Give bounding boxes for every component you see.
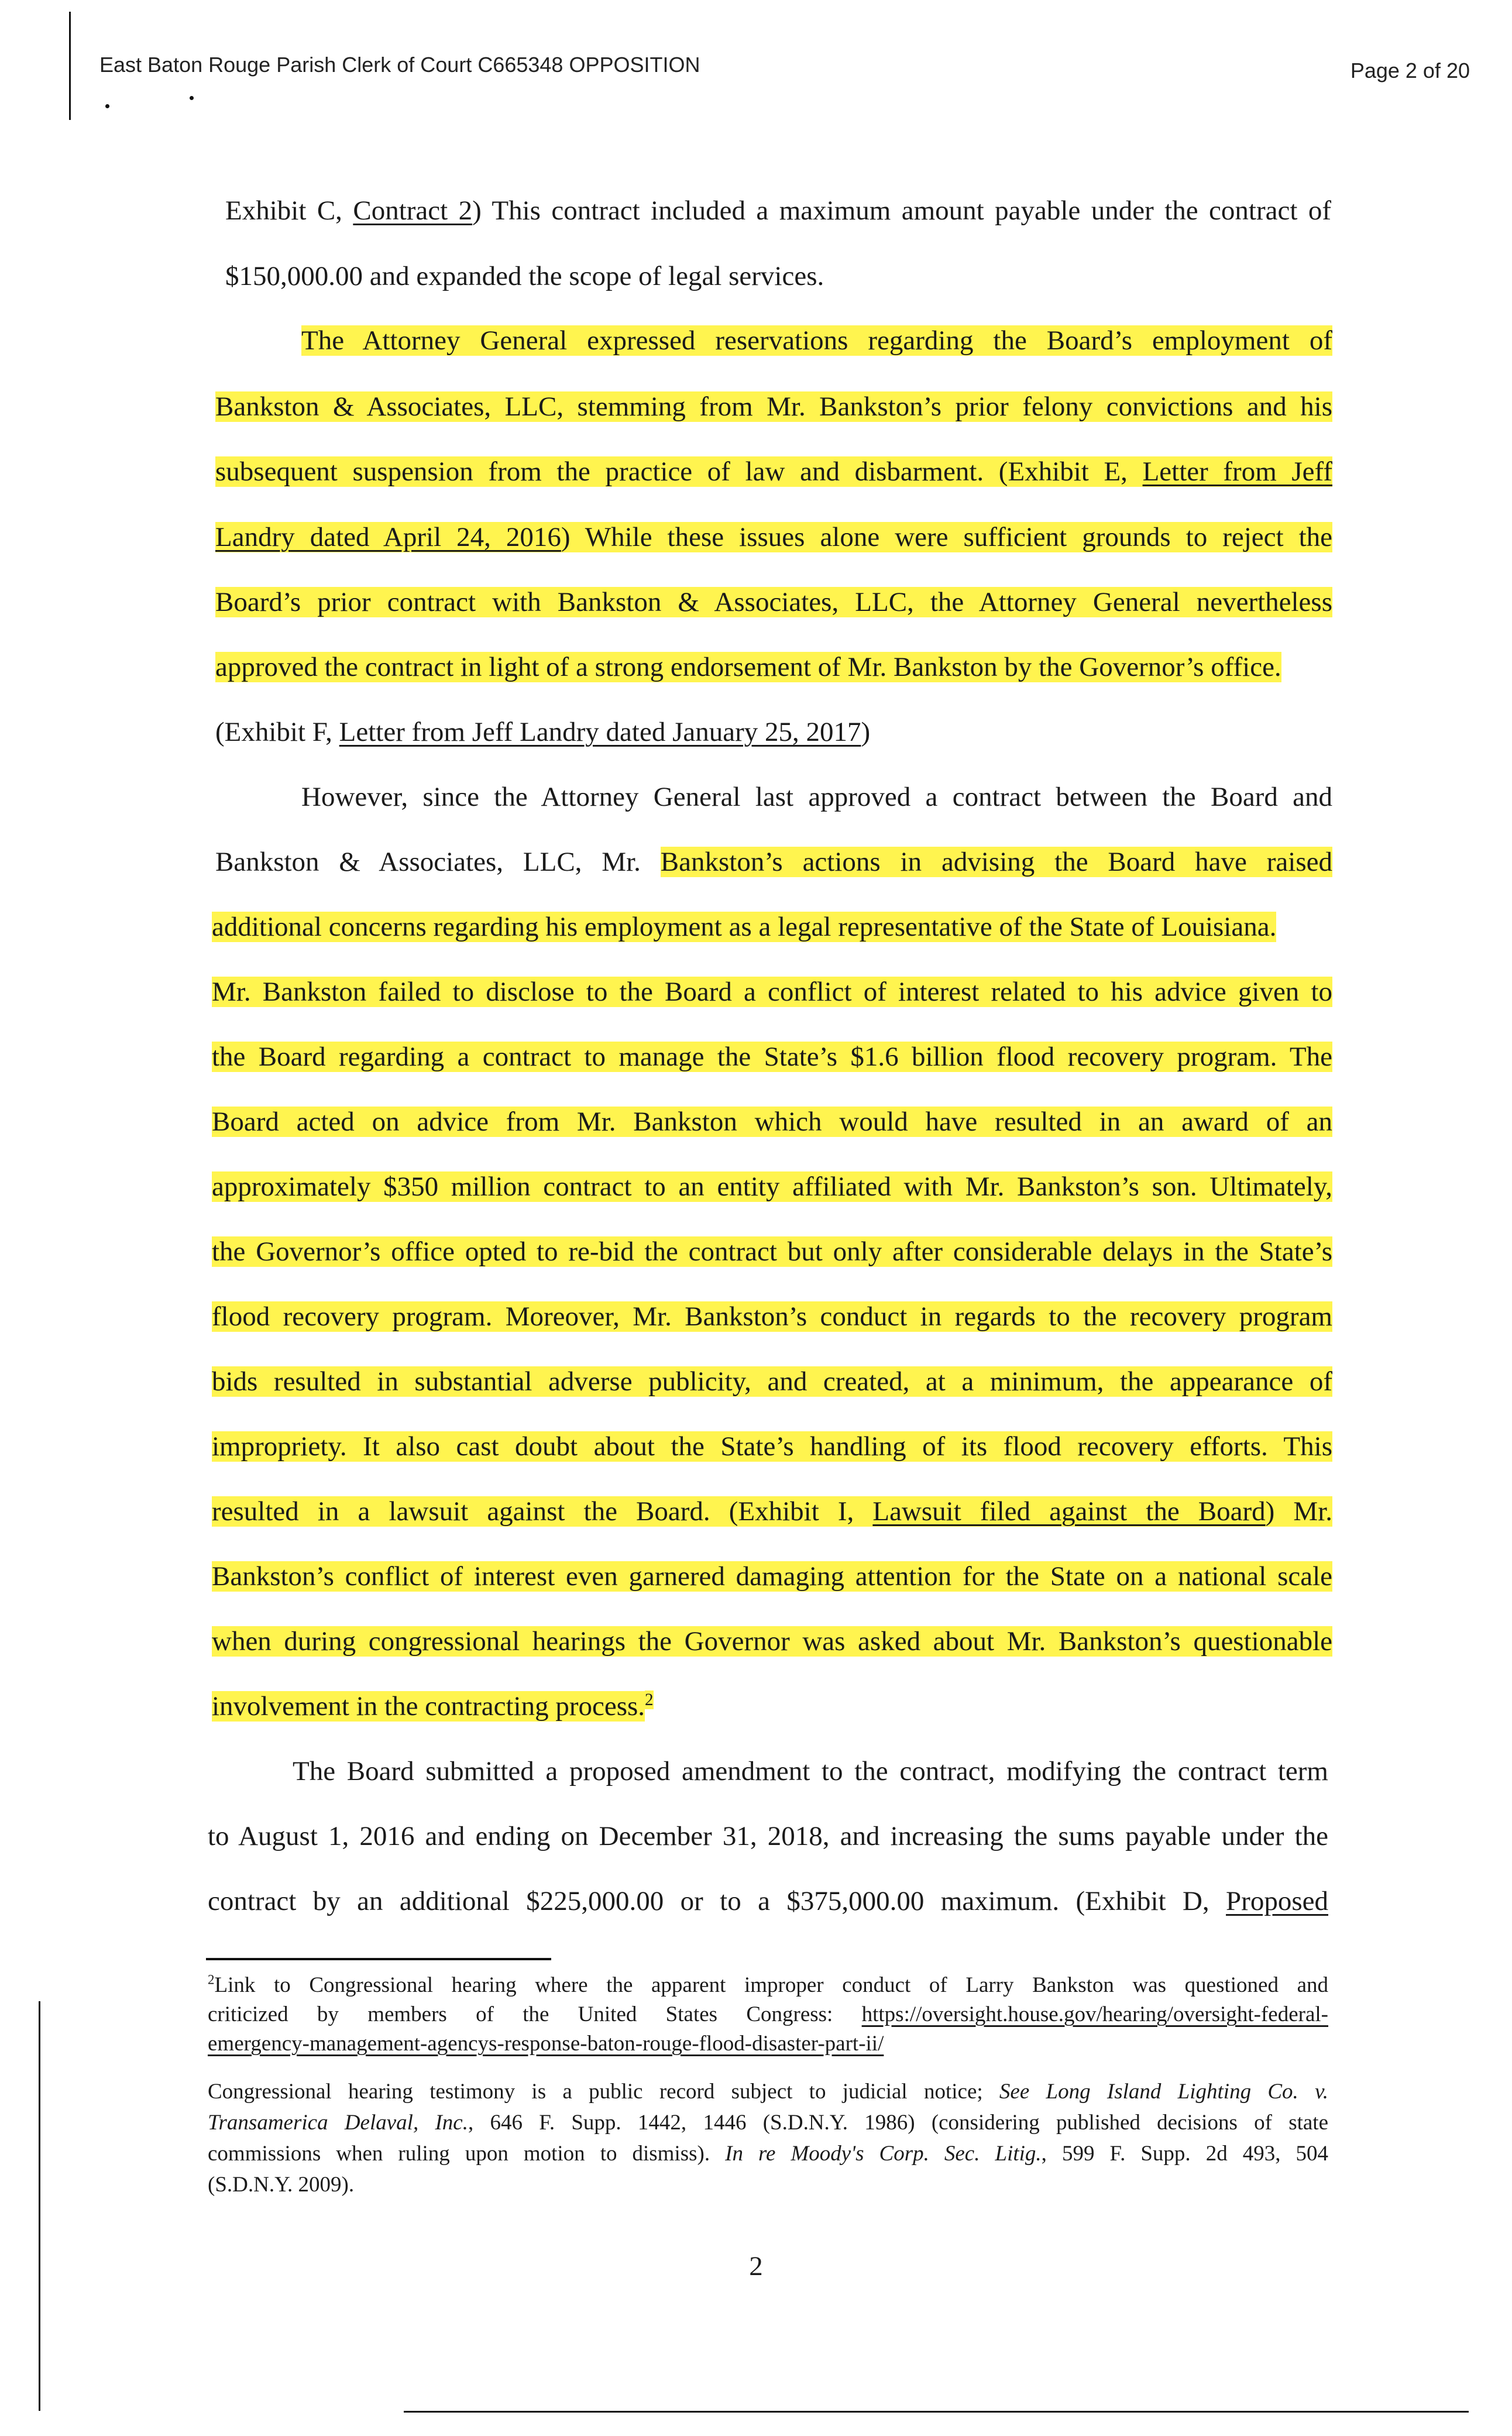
body-line: Exhibit C, Contract 2) This contract included a maximum amount payable under the contract of — [225, 195, 1331, 226]
scan-speck — [190, 96, 194, 100]
footnote-line: Transamerica Delaval, Inc., 646 F. Supp. 1442, 1446 (S.D.N.Y. 1986) (considering published decisions of state — [208, 2111, 1328, 2135]
body-line: Board’s prior contract with Bankston & Associates, LLC, the Attorney General nevertheless — [215, 587, 1332, 617]
body-line: impropriety. It also cast doubt about the State’s handling of its flood recovery efforts. This — [212, 1431, 1332, 1462]
footnote-line: (S.D.N.Y. 2009). — [208, 2173, 355, 2197]
body-line: flood recovery program. Moreover, Mr. Bankston’s conduct in regards to the recovery program — [212, 1301, 1332, 1332]
body-line: $150,000.00 and expanded the scope of legal services. — [225, 261, 824, 291]
footnote-marker: 2 — [208, 1972, 215, 1987]
scan-edge-line — [39, 2001, 40, 2411]
body-line: However, since the Attorney General last approved a contract between the Board and — [301, 782, 1332, 812]
footnote-separator — [206, 1958, 551, 1960]
exhibit-link: Letter from Jeff — [1142, 456, 1332, 487]
exhibit-link: Proposed — [1226, 1886, 1328, 1916]
footnote-ref: 2 — [645, 1691, 654, 1710]
body-line: approved the contract in light of a strong endorsement of Mr. Bankston by the Governor’s office. — [215, 652, 1281, 682]
footnote-line: criticized by members of the United States Congress: https://oversight.house.gov/hearing/oversight-federal- — [208, 2002, 1328, 2026]
body-line: additional concerns regarding his employment as a legal representative of the State of Louisiana. — [212, 912, 1277, 942]
body-line: Landry dated April 24, 2016) While these issues alone were sufficient grounds to reject the — [215, 522, 1332, 552]
scan-speck — [105, 104, 109, 108]
body-line: Bankston & Associates, LLC, stemming from Mr. Bankston’s prior felony convictions and his — [215, 391, 1332, 422]
body-line: bids resulted in substantial adverse publicity, and created, at a minimum, the appearance of — [212, 1366, 1332, 1397]
body-line: (Exhibit F, Letter from Jeff Landry dated January 25, 2017) — [215, 717, 871, 747]
exhibit-link: Lawsuit filed against the Board — [872, 1496, 1266, 1527]
exhibit-link: Contract 2 — [353, 195, 473, 226]
body-line: Bankston & Associates, LLC, Mr. Bankston’s actions in advising the Board have raised — [215, 847, 1332, 877]
body-line: involvement in the contracting process.$^2$ — [212, 1691, 654, 1722]
clerk-header: East Baton Rouge Parish Clerk of Court C665348 OPPOSITION — [99, 53, 700, 77]
footnote-line — [208, 2029, 884, 2059]
hearing-link[interactable]: https://oversight.house.gov/hearing/oversight-federal- — [861, 2002, 1328, 2026]
body-line: Mr. Bankston failed to disclose to the Board a conflict of interest related to his advice given to — [212, 977, 1332, 1007]
scan-bottom-line — [404, 2411, 1469, 2413]
footnote-line: commissions when ruling upon motion to dismiss). In re Moody's Corp. Sec. Litig., 599 F. Supp. 2d 493, 504 — [208, 2142, 1328, 2166]
body-line: The Attorney General expressed reservations regarding the Board’s employment of — [301, 325, 1332, 356]
body-line: subsequent suspension from the practice of law and disbarment. (Exhibit E, Letter from Jeff — [215, 456, 1332, 487]
page-number: 2 — [749, 2251, 763, 2282]
page-count: Page 2 of 20 — [1350, 59, 1470, 83]
footnote-line: Congressional hearing testimony is a public record subject to judicial notice; See Long Island Lighting Co. v. — [208, 2080, 1328, 2104]
body-line: approximately $350 million contract to an entity affiliated with Mr. Bankston’s son. Ultimately, — [212, 1171, 1332, 1202]
body-line: resulted in a lawsuit against the Board. (Exhibit I, Lawsuit filed against the Board) Mr. — [212, 1496, 1333, 1527]
hearing-link[interactable]: emergency-management-agencys-response-baton-rouge-flood-disaster-part-ii/ — [208, 2032, 884, 2056]
body-line: Bankston’s conflict of interest even garnered damaging attention for the State on a national scale — [212, 1561, 1332, 1592]
exhibit-link: Landry dated April 24, 2016 — [215, 522, 561, 552]
footnote-line: $^2$Link to Congressional hearing where the apparent improper conduct of Larry Bankston was questioned and — [208, 1972, 1328, 1997]
body-line: Board acted on advice from Mr. Bankston which would have resulted in an award of an — [212, 1107, 1332, 1137]
scan-edge-line — [69, 12, 71, 120]
exhibit-link: Letter from Jeff Landry dated January 25, 2017 — [339, 717, 861, 747]
body-line: the Governor’s office opted to re-bid the contract but only after considerable delays in the State’s — [212, 1236, 1332, 1267]
body-line: The Board submitted a proposed amendment to the contract, modifying the contract term — [293, 1756, 1328, 1786]
body-line: to August 1, 2016 and ending on December 31, 2018, and increasing the sums payable under the — [208, 1821, 1328, 1851]
body-line: the Board regarding a contract to manage the State’s $1.6 billion flood recovery program. The — [212, 1042, 1332, 1072]
body-line: when during congressional hearings the Governor was asked about Mr. Bankston’s questionable — [212, 1626, 1332, 1657]
body-line: contract by an additional $225,000.00 or to a $375,000.00 maximum. (Exhibit D, Proposed — [208, 1886, 1328, 1916]
